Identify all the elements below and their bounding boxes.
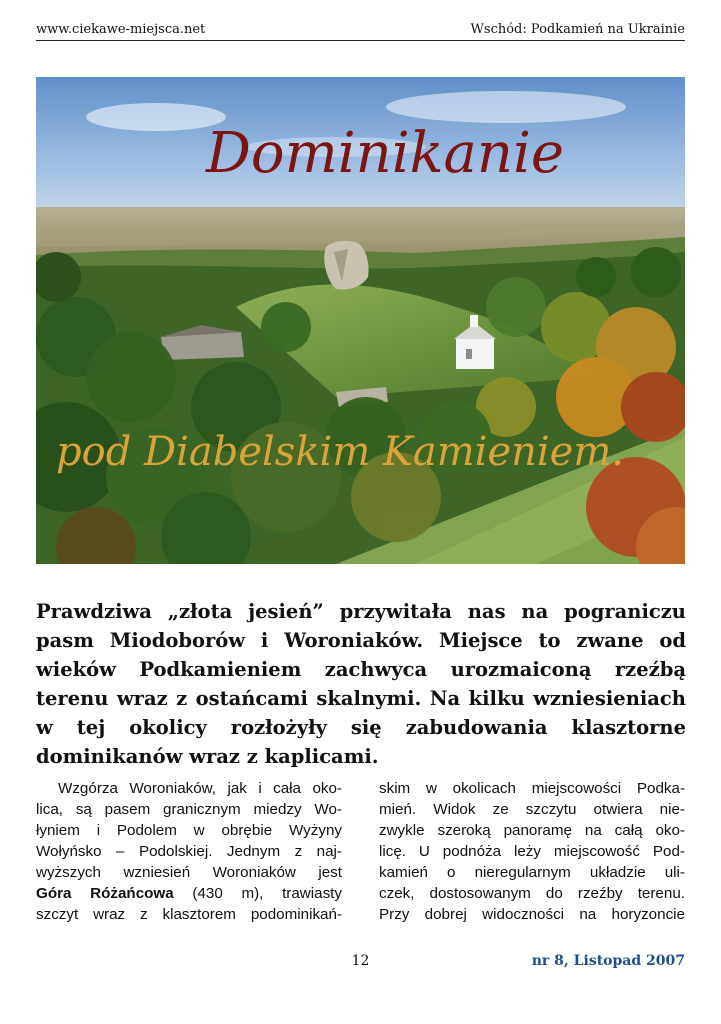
page-footer: [36, 953, 685, 973]
landscape-photo: [36, 77, 685, 564]
body-line: szczyt wraz z klasztorem podominikań-: [36, 906, 342, 923]
issue-label: nr 8, Listopad 2007: [531, 953, 685, 969]
page-header: [36, 20, 685, 41]
body-line: Wołyńsko – Podolskiej. Jednym z naj-: [36, 843, 342, 860]
landscape-illustration: [36, 77, 685, 564]
section-title: Wschód: Podkamień na Ukrainie: [470, 22, 685, 37]
lead-paragraph: Prawdziwa „złota jesień” przywitała nas na pograniczu pasm Miodoborów i Woroniaków. Miejsce to zwane od wieków Podkamieniem zachwyca urozmaiconą rzeźbą terenu wraz z ostańcami skalnymi. Na kilku wzniesieniach w tej okolicy rozłożyły się zabudowania klasztorne dominikanów wraz z kaplicami.: [36, 600, 686, 768]
body-line: wyższych wzniesień Woroniaków jest: [36, 864, 342, 881]
body-line: Przy dobrej widoczności na horyzoncie: [379, 906, 685, 923]
body-column-right: [379, 778, 685, 925]
body-line: kamień o nieregularnym układzie uli-: [379, 864, 685, 881]
place-name-bold: Góra Różańcowa: [36, 885, 174, 902]
body-line: mień. Widok ze szczytu otwiera nie-: [379, 801, 685, 818]
article-body: [36, 778, 686, 928]
body-line: skim w okolicach miejscowości Podka-: [379, 780, 685, 797]
site-url[interactable]: www.ciekawe-miejsca.net: [36, 22, 206, 37]
photo-title-bottom: pod Diabelskim Kamieniem.: [56, 429, 624, 475]
body-line: Wzgórza Woroniaków, jak i cała oko-: [58, 780, 342, 797]
page-number: 12: [351, 953, 370, 969]
body-line: czek, dostosowanym do rzeźby terenu.: [379, 885, 685, 902]
body-line: [36, 883, 342, 904]
body-line: lica, są pasem granicznym miedzy Wo-: [36, 801, 342, 818]
photo-title-top: Dominikanie: [206, 121, 565, 186]
body-line: zwykle szeroką panoramę na całą oko-: [379, 822, 685, 839]
body-line: licę. U podnóża leży miejscowość Pod-: [379, 843, 685, 860]
body-line-rest: (430 m), trawiasty: [173, 885, 342, 902]
body-column-left: [36, 778, 342, 925]
body-line: łyniem i Podolem w obrębie Wyżyny: [36, 822, 342, 839]
